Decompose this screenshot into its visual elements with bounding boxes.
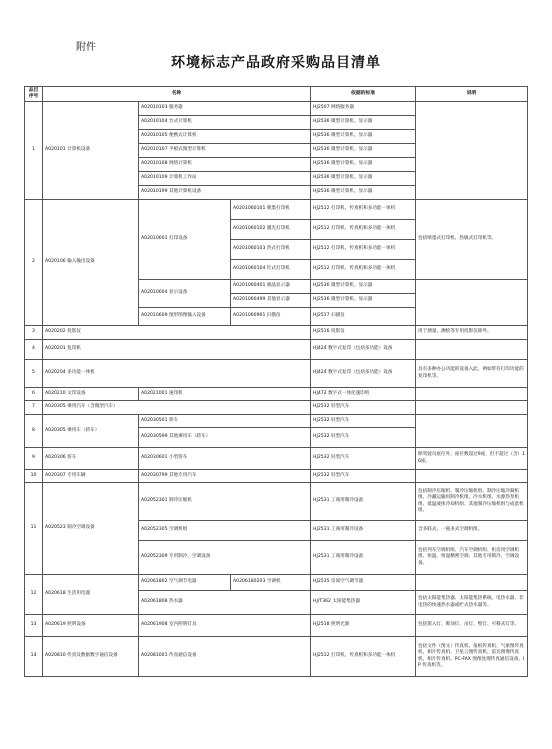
category-cell: A020210 文印设备 (43, 388, 139, 401)
subcategory-cell: A02030799 其他专用汽车 (139, 470, 311, 483)
leaf-cell: A0206180203 空调机 (231, 575, 311, 591)
standard-cell: HJ2518 照明光源 (311, 615, 416, 637)
category-cell: A020810 传真及数据数字通信设备 (43, 637, 139, 677)
note-cell: 包括喷墨式打印机、热敏式打印机等。 (416, 200, 528, 280)
note-cell: 含多联式、一拖多式空调机组。 (416, 521, 528, 541)
table-row (25, 615, 528, 637)
table-row (25, 340, 528, 360)
subcategory-cell: A02010108 网络计算机 (139, 158, 311, 172)
row-no: 10 (25, 470, 43, 483)
row-no: 2 (25, 200, 43, 326)
standard-cell: HJ2512 打印机、传真机和多功能一体机 (311, 220, 416, 240)
note-cell: 包括太阳能集热器、太阳能集热系统、电热水器、非电热的快速热水器或贮式热水器等。 (416, 591, 528, 615)
note-cell (416, 280, 528, 326)
table-row (25, 102, 528, 116)
standard-cell: HJ2532 轻型汽车 (311, 401, 416, 415)
note-cell (416, 575, 528, 591)
standard-cell: HJ2507 网络服务器 (311, 102, 416, 116)
note-cell (416, 388, 528, 401)
standard-cell: HJ2512 打印机、传真机和多功能一体机 (311, 200, 416, 220)
subcategory-cell: A02010103 服务器 (139, 102, 311, 116)
subcategory-cell: A02030601 小型客车 (139, 448, 311, 470)
note-cell (416, 340, 528, 360)
subcategory-cell: A02052301 制冷压缩机 (139, 483, 311, 521)
note-cell (416, 470, 528, 483)
note-cell: 除驾驶员座位外，座位数超过9座，但不超过（含）16座。 (416, 448, 528, 470)
category-cell: A020619 照明设备 (43, 615, 139, 637)
standard-cell: HJ2536 微型计算机、显示器 (311, 294, 416, 308)
leaf-cell: A0201060104 针式打印机 (231, 260, 311, 280)
table-row (25, 575, 528, 591)
category-cell: A020305 乘用汽车（含微型汽车） (43, 401, 311, 415)
row-no: 12 (25, 575, 43, 615)
row-no: 7 (25, 401, 43, 415)
note-cell: 包括列车空调机组、汽车空调机组、机房用空调机组、恒温、恒湿精密空调、其他专用制冷、空调设备。 (416, 541, 528, 575)
subcategory-cell: A02010199 其他计算机设备 (139, 186, 311, 200)
header-no: 品目序号 (25, 87, 43, 102)
leaf-cell: A0201060499 其他显示器 (231, 294, 311, 308)
table-row (25, 388, 528, 401)
standard-cell: HJ2536 微型计算机、显示器 (311, 130, 416, 144)
page-title: 环境标志产品政府采购品目清单 (171, 55, 381, 71)
table-header-row (25, 87, 528, 102)
subcategory-cell: A02010107 平板式微型计算机 (139, 144, 311, 158)
row-no: 8 (25, 415, 43, 448)
subcategory-cell: A02010601 打印设备 (139, 200, 231, 280)
header-standard: 依据的标准 (311, 87, 416, 102)
subcategory-cell: A02061808 热水器 (139, 591, 311, 615)
subcategory-cell: A02010105 便携式计算机 (139, 130, 311, 144)
procurement-table (24, 86, 528, 677)
standard-cell: HJ2536 微型计算机、显示器 (311, 144, 416, 158)
category-cell: A020201 复印机 (43, 340, 311, 360)
standard-cell: HJ2536 微型计算机、显示器 (311, 158, 416, 172)
standard-cell: HJ2517 扫描仪 (311, 308, 416, 326)
table-row (25, 637, 528, 677)
standard-cell: HJ2536 微型计算机、显示器 (311, 280, 416, 294)
leaf-cell: A0201060901 扫描仪 (231, 308, 311, 326)
standard-cell: HJ2536 微型计算机、显示器 (311, 116, 416, 130)
category-cell: A020523 制冷空调设备 (43, 483, 139, 575)
subcategory-cell: A02010109 计算机工作站 (139, 172, 311, 186)
table-row (25, 200, 528, 220)
leaf-cell: A0201060101 喷墨打印机 (231, 200, 311, 220)
standard-cell: HJ2512 打印机、传真机和多功能一体机 (311, 240, 416, 260)
standard-cell: HJ2531 工商用制冷设备 (311, 483, 416, 521)
row-no: 4 (25, 340, 43, 360)
note-cell: 用于测量、测绘等专用投影仪除外。 (416, 326, 528, 340)
subcategory-cell: A02061802 空气调节电器 (139, 575, 231, 591)
leaf-cell: A0201060103 热式打印机 (231, 240, 311, 260)
row-no: 3 (25, 326, 43, 340)
subcategory-cell: A02010609 图形图像输入设备 (139, 308, 231, 326)
category-cell: A020106 输入输出设备 (43, 200, 139, 326)
standard-cell: HJ2516 投影仪 (311, 326, 416, 340)
table-row (25, 401, 528, 415)
table-row (25, 360, 528, 388)
table-row (25, 415, 528, 428)
standard-cell: HJ2531 工商用制冷设备 (311, 521, 416, 541)
subcategory-cell: A02052305 空调机组 (139, 521, 311, 541)
category-cell: A020305 乘用车（轿车） (43, 415, 139, 448)
note-cell: 包括嵌入灯、吸顶灯、吊灯、壁灯、可移式灯等。 (416, 615, 528, 637)
standard-cell: HJ2512 打印机、传真机和多功能一体机 (311, 637, 416, 677)
note-cell (416, 415, 528, 448)
standard-cell: HJ/T362 太阳能集热器 (311, 591, 416, 615)
category-cell: A020307 专用车辆 (43, 470, 139, 483)
standard-cell: HJ2532 轻型汽车 (311, 470, 416, 483)
standard-cell: HJ424 数字式复印（包括多功能）设备 (311, 340, 416, 360)
table-row (25, 448, 528, 470)
table-row (25, 470, 528, 483)
table-row (25, 326, 528, 340)
note-cell (416, 102, 528, 200)
standard-cell: HJ2532 轻型汽车 (311, 448, 416, 470)
category-cell: A020101 计算机设备 (43, 102, 139, 200)
standard-cell: HJ2532 轻型汽车 (311, 415, 416, 428)
standard-cell: HJ424 数字式复印（包括多功能）设备 (311, 360, 416, 388)
standard-cell: HJ2536 微型计算机、显示器 (311, 186, 416, 200)
note-cell: 包括文件（图文）传真机、报纸传真机、气象图传真机、相片传真机、卫星云图传真机、雷达图像传真机、相片传真机、PC-FAX 图像处理传真通信设备、IP 传真机等。 (416, 637, 528, 677)
category-cell: A020618 生活用电器 (43, 575, 139, 615)
note-cell: 包括制冷压缩机、制冷压缩机组、制冷压缩冷凝机组、冷藏运输用制冷机组、冷水机组、水源热泵机组、低温液体冷却机组、其他制冷压缩机组与成套机组。 (416, 483, 528, 521)
subcategory-cell: A02061908 室内照明灯具 (139, 615, 311, 637)
subcategory-cell: A02021001 速印机 (139, 388, 311, 401)
row-no: 6 (25, 388, 43, 401)
header-note: 说明 (416, 87, 528, 102)
note-cell (416, 401, 528, 415)
standard-cell: HJ2532 轻型汽车 (311, 428, 416, 448)
subcategory-cell: A02030599 其他乘用车（轿车） (139, 428, 311, 448)
subcategory-cell: A02052309 专用制冷、空调设备 (139, 541, 311, 575)
category-cell: A020202 投影仪 (43, 326, 311, 340)
standard-cell: HJ2512 打印机、传真机和多功能一体机 (311, 260, 416, 280)
subcategory-cell: A02030501 轿车 (139, 415, 311, 428)
subcategory-cell: A02010104 台式计算机 (139, 116, 311, 130)
standard-cell: HJ472 数字式一体化速印机 (311, 388, 416, 401)
row-no: 1 (25, 102, 43, 200)
row-no: 5 (25, 360, 43, 388)
table-row (25, 483, 528, 521)
standard-cell: HJ2536 微型计算机、显示器 (311, 172, 416, 186)
standard-cell: HJ2535 房间空气调节器 (311, 575, 416, 591)
row-no: 13 (25, 615, 43, 637)
standard-cell: HJ2531 工商用制冷设备 (311, 541, 416, 575)
row-no: 9 (25, 448, 43, 470)
note-cell: 具有多种办公功能的设备入此，例如带有打印功能的复印机等。 (416, 360, 528, 388)
row-no: 11 (25, 483, 43, 575)
category-cell: A020204 多功能一体机 (43, 360, 311, 388)
subcategory-cell: A02081001 传真通信设备 (139, 637, 311, 677)
header-name: 名称 (43, 87, 311, 102)
leaf-cell: A0201060102 激光打印机 (231, 220, 311, 240)
row-no: 14 (25, 637, 43, 677)
subcategory-cell: A02010604 显示设备 (139, 280, 231, 308)
leaf-cell: A0201060401 液晶显示器 (231, 280, 311, 294)
attachment-label: 附件 (76, 42, 96, 53)
category-cell: A020306 客车 (43, 448, 139, 470)
